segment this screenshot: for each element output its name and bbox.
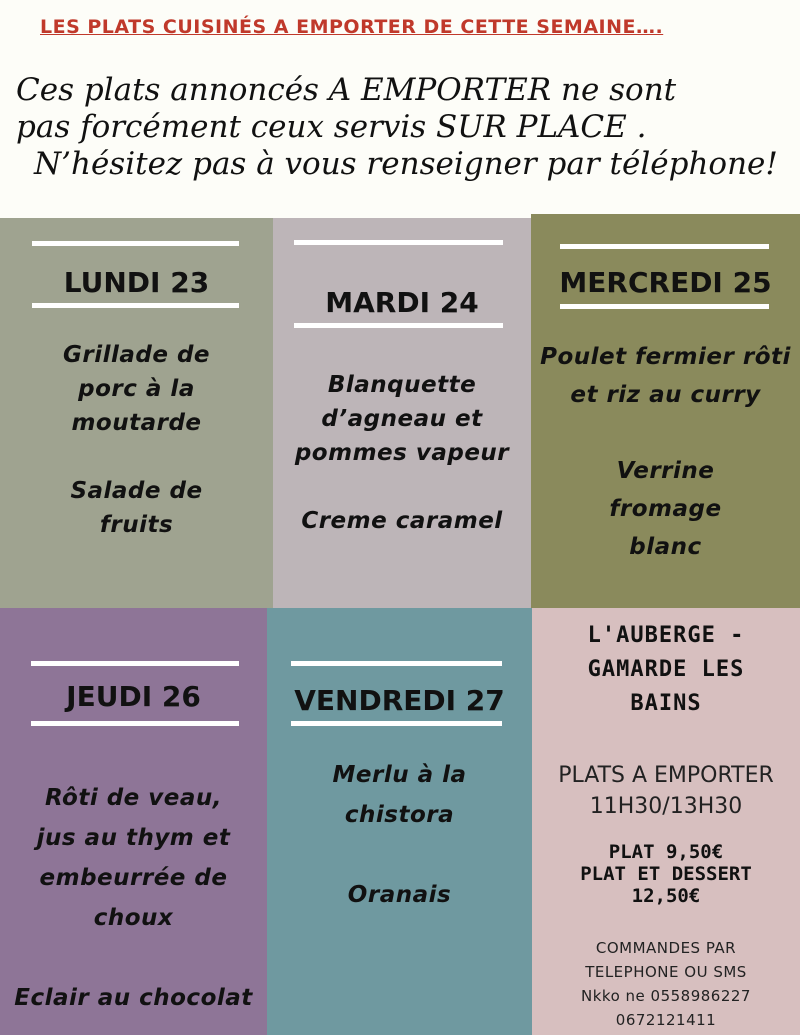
menu-list bbox=[273, 368, 531, 538]
divider bbox=[291, 721, 502, 726]
page-title: LES PLATS CUISINÉS A EMPORTER DE CETTE SEMAINE…. bbox=[40, 16, 664, 38]
intro-line: Ces plats annoncés A EMPORTER ne sont bbox=[16, 72, 677, 108]
contact-line: TELEPHONE OU SMS bbox=[585, 963, 747, 981]
divider bbox=[31, 661, 239, 666]
divider bbox=[294, 323, 503, 328]
intro-text bbox=[16, 72, 786, 183]
menu-item: Grillade de porc à la moutarde bbox=[62, 342, 211, 436]
restaurant-name-line: GAMARDE LES bbox=[587, 657, 745, 682]
service-line: PLATS A EMPORTER bbox=[558, 763, 774, 788]
menu-list bbox=[0, 978, 267, 1018]
menu-item: Verrine fromage blanc bbox=[609, 458, 722, 560]
divider bbox=[31, 721, 239, 726]
divider bbox=[560, 304, 769, 309]
contact-line: COMMANDES PAR bbox=[595, 939, 737, 957]
menu-item: Rôti de veau, jus au thym et embeurrée de choux bbox=[36, 785, 231, 931]
price-line: PLAT 9,50€ bbox=[608, 841, 724, 863]
menu-list bbox=[267, 755, 532, 915]
menu-item: Merlu à la chistora bbox=[332, 762, 467, 828]
divider bbox=[32, 303, 239, 308]
day-panel-vendredi bbox=[267, 608, 532, 1035]
day-label: JEUDI 26 bbox=[66, 680, 201, 713]
contact-line: 0672121411 bbox=[615, 1011, 717, 1029]
price-list bbox=[532, 841, 800, 907]
day-label: MERCREDI 25 bbox=[559, 266, 772, 299]
menu-item: Poulet fermier rôti et riz au curry bbox=[540, 344, 791, 408]
restaurant-name bbox=[532, 619, 800, 721]
menu-list bbox=[0, 778, 267, 938]
menu-list bbox=[0, 338, 273, 542]
day-label: MARDI 24 bbox=[325, 286, 479, 319]
day-panel-lundi bbox=[0, 218, 273, 608]
day-label: VENDREDI 27 bbox=[294, 684, 505, 717]
menu-item: Creme caramel bbox=[301, 508, 503, 534]
restaurant-name-line: BAINS bbox=[630, 691, 702, 716]
price-line: 12,50€ bbox=[631, 885, 701, 907]
contact-line: Nkko ne 0558986227 bbox=[581, 987, 751, 1005]
divider bbox=[294, 240, 503, 245]
menu-item: Eclair au chocolat bbox=[14, 985, 253, 1011]
divider bbox=[32, 241, 239, 246]
intro-line: N’hésitez pas à vous renseigner par téléphone! bbox=[34, 146, 778, 182]
service-hours bbox=[532, 760, 800, 822]
divider bbox=[291, 661, 502, 666]
menu-item: Oranais bbox=[347, 882, 452, 908]
info-panel bbox=[532, 608, 800, 1035]
day-label: LUNDI 23 bbox=[63, 266, 210, 299]
menu-item: Blanquette d’agneau et pommes vapeur bbox=[294, 372, 510, 466]
day-panel-jeudi bbox=[0, 608, 267, 1035]
menu-list bbox=[531, 338, 800, 566]
menu-item: Salade de fruits bbox=[70, 478, 203, 538]
day-panel-mercredi bbox=[531, 214, 800, 608]
price-line: PLAT ET DESSERT bbox=[580, 863, 752, 885]
day-panel-mardi bbox=[273, 218, 531, 608]
intro-line: pas forcément ceux servis SUR PLACE . bbox=[16, 109, 647, 145]
restaurant-name-line: L'AUBERGE - bbox=[587, 623, 745, 648]
divider bbox=[560, 244, 769, 249]
service-line: 11H30/13H30 bbox=[589, 794, 743, 819]
contact-info bbox=[532, 936, 800, 1032]
